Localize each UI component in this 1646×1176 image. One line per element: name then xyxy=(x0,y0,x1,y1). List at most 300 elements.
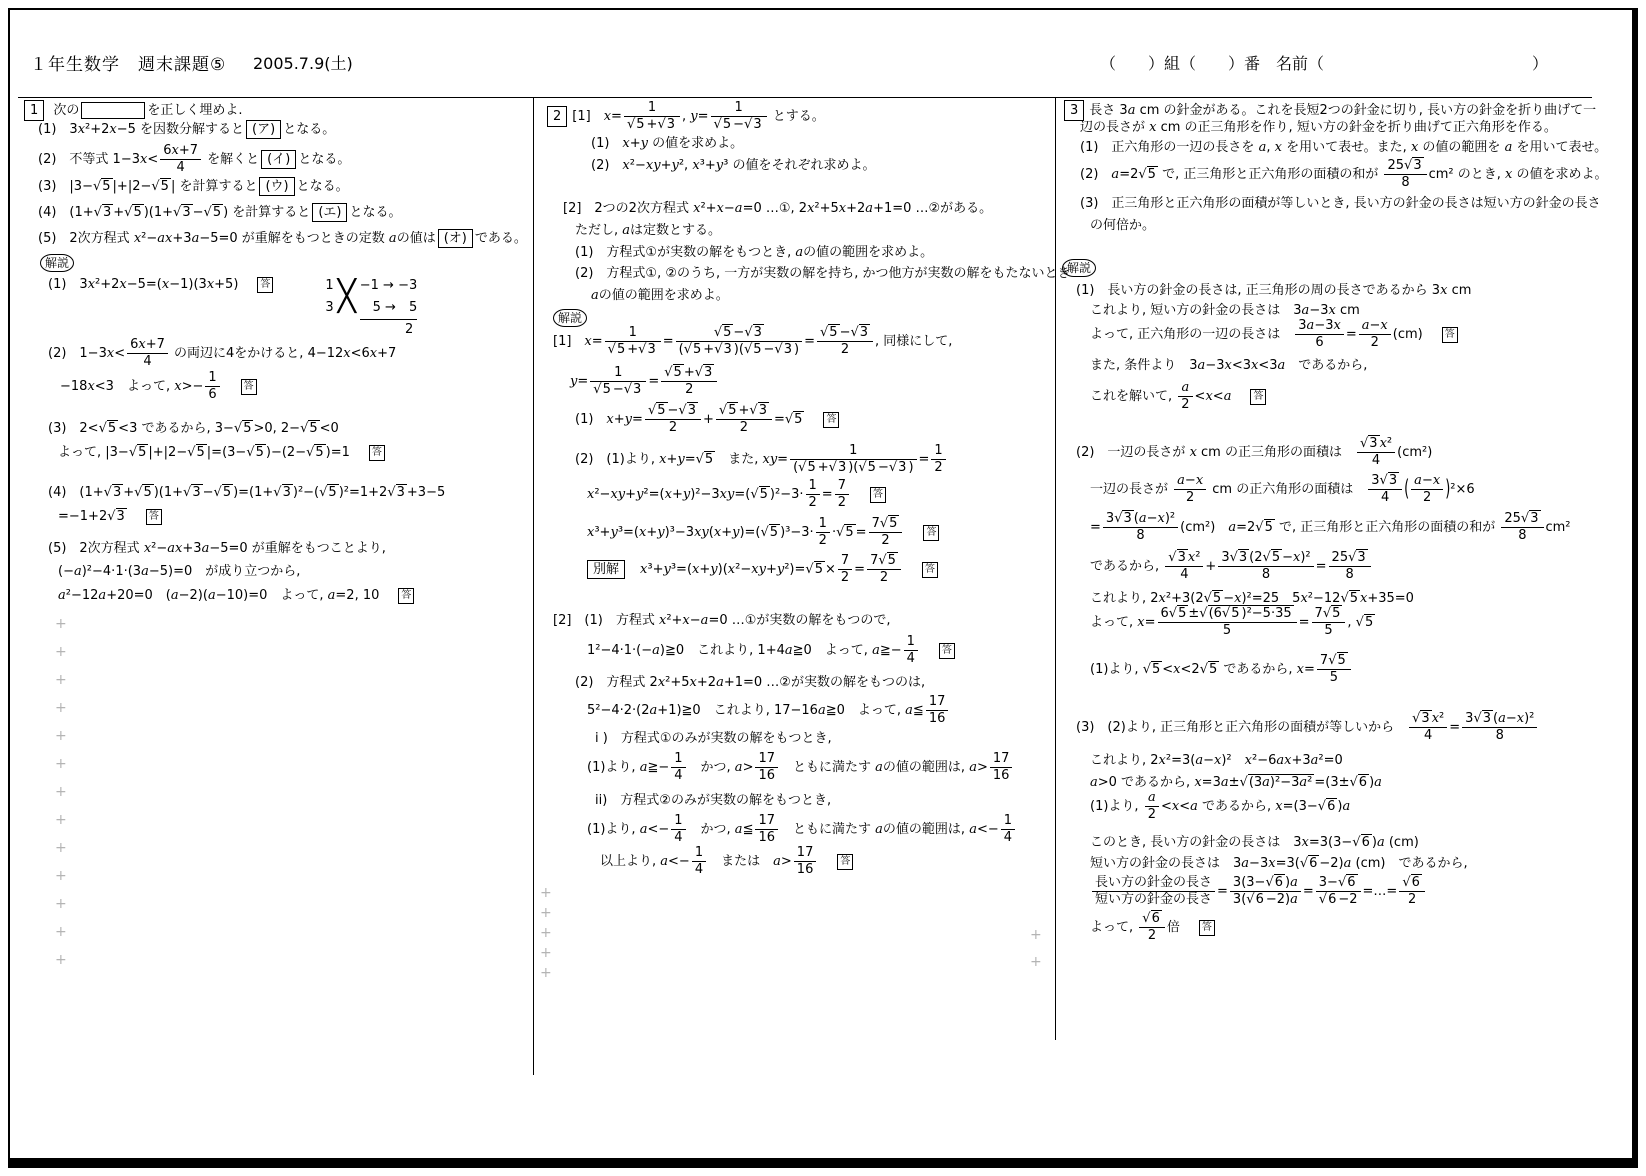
math-variable: a xyxy=(1498,711,1506,726)
square-root: √5 xyxy=(858,460,876,475)
math-variable: x xyxy=(1360,591,1368,606)
math-line: (2) 1−3x< $\frac{6x+7}{4}$ の両辺に4をかけると, 4−12x<6x+7 xyxy=(48,337,397,369)
math-line: (5) 2次方程式 x²−ax+3a−5=0 が重解をもつことより, xyxy=(48,541,386,556)
math-variable: a xyxy=(1374,775,1382,790)
math-line: (2) 不等式 1−3x< $\frac{6x+7}{4}$ を解くと (イ) となる。 xyxy=(38,143,351,175)
math-variable: x xyxy=(622,136,630,151)
math-line: (1)より, a<− $\frac{1}{4}$ かつ, a≦ $\frac{17}{16}$ ともに満たす aの値の範囲は, a<− $\frac{1}{4}$ xyxy=(587,813,1017,846)
square-root: √5 xyxy=(784,412,803,427)
math-variable: a xyxy=(1276,753,1285,768)
square-root: √3 xyxy=(1379,473,1398,488)
math-line: a²−12a+20=0 (a−2)(a−10)=0 よって, a=2, 10 答 xyxy=(58,586,414,605)
square-root: √5 xyxy=(1203,591,1222,606)
square-root: √5 xyxy=(1221,606,1240,621)
math-variable: y xyxy=(732,525,740,540)
square-root: √3 xyxy=(103,485,122,500)
fraction: $\frac{1}{√5 +√3}$ xyxy=(605,325,661,358)
cross-multiplication-diagram: 1 3 ╳ −1 → −3 5 → 5 2 xyxy=(325,275,417,340)
square-root: √5 xyxy=(300,421,318,436)
math-variable: a xyxy=(191,231,200,246)
fill-in-blank-box xyxy=(81,102,145,119)
square-root: √6 xyxy=(1265,875,1284,890)
math-variable: a xyxy=(1310,753,1319,768)
math-variable: x xyxy=(87,277,96,292)
math-line: [2] (1) 方程式 x²+x−a=0 …①が実数の解をもつので, xyxy=(553,613,891,628)
math-variable: a xyxy=(700,613,709,628)
square-root: √5 xyxy=(593,382,611,397)
math-variable: x xyxy=(1173,662,1181,677)
answer-blank-box: (エ) xyxy=(312,203,347,222)
plus-mark: + xyxy=(55,924,67,940)
square-root: √5 xyxy=(798,460,816,475)
answer-mark: 答 xyxy=(922,562,938,578)
square-root: √3 xyxy=(714,342,732,357)
square-root: √3 xyxy=(678,403,696,418)
square-root: √5 xyxy=(1142,662,1161,677)
math-variable: a xyxy=(1111,167,1120,182)
fraction: $\frac{1}{4}$ xyxy=(904,634,918,667)
math-variable: a xyxy=(167,541,176,556)
math-variable: x xyxy=(1274,140,1282,155)
square-root: √3 xyxy=(744,117,762,132)
math-variable: a xyxy=(875,822,883,837)
square-root: √5 xyxy=(233,421,252,436)
square-root: √5 xyxy=(743,342,762,357)
math-variable: a xyxy=(1504,140,1513,155)
math-variable: x xyxy=(119,277,127,292)
fraction: $\frac{\text{3√3 (a−x)²}}{8}$ xyxy=(1103,511,1178,544)
square-root: √5 xyxy=(92,179,111,194)
math-variable: x xyxy=(606,412,614,427)
math-variable: x xyxy=(1284,753,1292,768)
math-variable: a xyxy=(1090,775,1098,790)
math-variable: x xyxy=(1194,775,1202,790)
name-line: （ ）組（ ）番 名前（ ） xyxy=(1100,54,1549,73)
answer-mark: 答 xyxy=(1442,327,1458,343)
math-variable: a xyxy=(1241,856,1250,871)
square-root: √5 xyxy=(750,487,768,502)
math-variable: x xyxy=(587,525,595,540)
math-variable: a xyxy=(649,703,658,718)
fraction: $\frac{√6}{2}$ xyxy=(1399,875,1425,908)
math-variable: x xyxy=(161,277,170,292)
math-variable: x xyxy=(1328,303,1336,318)
big-paren: ( xyxy=(1404,476,1410,503)
square-root: √3 xyxy=(623,382,642,397)
square-root: √5 xyxy=(683,342,702,357)
square-root: √5 xyxy=(246,445,264,460)
math-variable: a xyxy=(1147,790,1156,805)
plus-mark: + xyxy=(540,945,552,961)
math-variable: a xyxy=(1306,318,1315,333)
math-variable: a xyxy=(1258,140,1267,155)
fraction: $\frac{√5 -√3}{2}$ xyxy=(817,325,873,358)
math-variable: x xyxy=(807,201,815,216)
kaisetsu-badge: 解説 xyxy=(40,254,74,272)
math-variable: a xyxy=(207,588,216,603)
answer-mark: 答 xyxy=(1199,920,1215,936)
square-root: √3 xyxy=(273,485,291,500)
math-line: (3) |3−√5 |+|2−√5 | を計算すると (ウ) となる。 xyxy=(38,179,349,194)
math-line: ii) 方程式②のみが実数の解をもつとき, xyxy=(595,793,832,808)
math-variable: x xyxy=(143,541,152,556)
math-variable: x xyxy=(77,122,86,137)
square-root: √3 xyxy=(1229,550,1248,565)
math-line: ただし, aは定数とする。 xyxy=(575,223,722,238)
math-line: (2) (1)より, x+y=√5 また, xy= $\frac{1}{(√5 +√3 )(√5 -√3 )}$ = $\frac{1}{2}$ xyxy=(575,443,948,476)
math-line: (1) 正六角形の一辺の長さを a, x を用いて表せ。また, x の値の範囲を a を用いて表せ。 xyxy=(1080,140,1608,155)
math-variable: x xyxy=(106,346,115,361)
math-variable: x xyxy=(1379,436,1387,451)
square-root: √(6√5 )²−5·35 xyxy=(1199,606,1292,621)
math-variable: x xyxy=(1380,318,1388,333)
fraction: $\frac{1}{4}$ xyxy=(671,751,685,784)
header-divider xyxy=(18,97,1592,98)
math-variable: x xyxy=(1432,473,1441,488)
answer-mark: 答 xyxy=(257,277,273,293)
square-root: √3 xyxy=(183,485,201,500)
math-variable: a xyxy=(969,760,977,775)
square-root: √3 xyxy=(1404,158,1422,173)
square-root: √3 xyxy=(774,342,792,357)
math-variable: y xyxy=(710,562,718,577)
fraction: $\frac{7√5}{2}$ xyxy=(869,516,903,549)
math-variable: y xyxy=(657,525,665,540)
square-root: √5 xyxy=(713,325,732,340)
square-root: √5 xyxy=(203,205,222,220)
square-root: √3 xyxy=(749,403,767,418)
plus-mark: + xyxy=(540,925,552,941)
square-root: √5 xyxy=(1138,167,1156,182)
plus-mark: + xyxy=(55,616,67,632)
answer-blank-box: (オ) xyxy=(438,229,473,248)
math-variable: x xyxy=(1157,511,1165,526)
square-root: √5 xyxy=(213,485,232,500)
square-root: √5 xyxy=(878,553,896,568)
fraction: $\frac{1}{2}$ xyxy=(806,478,820,511)
math-variable: a xyxy=(716,675,724,690)
math-variable: x xyxy=(1251,358,1259,373)
fraction: $\frac{1}{6}$ xyxy=(205,370,219,403)
plus-mark: + xyxy=(1030,927,1042,943)
math-line: よって, |3−√5 |+|2−√5 |=(3−√5 )−(2−√5 )=1 答 xyxy=(58,443,385,462)
square-root: √5 xyxy=(187,445,205,460)
math-variable: a xyxy=(58,588,66,603)
math-line: よって, x= $\frac{\text{6√5 ±√(6√5 )²−5·35}}{5}$ = $\frac{7√5}{5}$ , √5 xyxy=(1090,606,1374,638)
math-line: 3 長さ 3a cm の針金がある。これを長短2つの針金に切り, 長い方の針金を折り曲げて一 xyxy=(1062,100,1596,121)
square-root: √5 xyxy=(760,525,779,540)
math-line: (1) x+y の値を求めよ。 xyxy=(591,136,744,151)
math-line: (5) 2次方程式 x²−ax+3a−5=0 が重解をもつときの定数 aの値は (オ) である。 xyxy=(38,231,527,246)
math-line: −18x<3 よって, x>− $\frac{1}{6}$ 答 xyxy=(60,370,257,403)
math-variable: a xyxy=(170,588,179,603)
square-root: √5 xyxy=(1255,520,1273,535)
math-variable: a xyxy=(1414,473,1422,488)
plus-mark: + xyxy=(55,728,67,744)
plus-mark: + xyxy=(55,672,67,688)
math-variable: a xyxy=(1220,775,1229,790)
square-root: √3 xyxy=(638,342,656,357)
fraction: $\frac{3(3-√6 )a}{3(√6 -2)a}$ xyxy=(1230,875,1301,908)
math-variable: x xyxy=(689,675,697,690)
fraction: $\frac{a-x}{2}$ xyxy=(1411,473,1443,506)
math-line: これを解いて, $\frac{a}{2}$ <x<a 答 xyxy=(1090,380,1266,413)
math-line: よって, $\frac{√6}{2}$ 倍 答 xyxy=(1090,911,1215,944)
math-line: 別解 x³+y³=(x+y)(x²−xy+y²)=√5 × $\frac{7}{2}$ = $\frac{7√5}{2}$ 答 xyxy=(585,553,938,586)
plus-mark: + xyxy=(55,896,67,912)
math-variable: y xyxy=(663,562,671,577)
square-root: √5 xyxy=(1199,662,1218,677)
fraction: $\frac{3√3}{4}$ xyxy=(1368,473,1402,506)
column-divider-2 xyxy=(1055,97,1056,1040)
math-variable: a xyxy=(1277,358,1286,373)
square-root: √5 xyxy=(134,485,152,500)
square-root: √5 xyxy=(1340,591,1359,606)
math-variable: a xyxy=(1197,358,1206,373)
math-variable: a xyxy=(652,643,660,658)
square-root: √5 xyxy=(664,365,682,380)
math-variable: x xyxy=(751,562,759,577)
math-variable: a xyxy=(734,822,743,837)
math-variable: x xyxy=(640,562,648,577)
math-line: (2) a=2√5 で, 正三角形と正六角形の面積の和が $\frac{25√3}{8}$ cm² のとき, x の値を求めよ。 xyxy=(1080,158,1608,190)
math-variable: x xyxy=(1244,753,1252,768)
math-variable: a xyxy=(734,760,743,775)
math-variable: x xyxy=(1516,711,1525,726)
math-variable: x xyxy=(174,379,182,394)
math-line: 5²−4·2·(2a+1)≧0 これより, 17−16a≧0 よって, a≦ $\frac{17}{16}$ xyxy=(587,694,950,727)
fraction: $\frac{a-x}{2}$ xyxy=(1359,318,1391,351)
math-variable: x xyxy=(1158,753,1166,768)
square-root: √5 xyxy=(128,445,147,460)
answer-mark: 答 xyxy=(1250,389,1266,405)
square-root: √3 xyxy=(1412,711,1430,726)
fraction: $\frac{√5 +√3}{2}$ xyxy=(661,365,717,398)
math-variable: y xyxy=(727,487,735,502)
math-variable: x xyxy=(713,525,722,540)
math-variable: a xyxy=(1343,856,1352,871)
square-root: √5 xyxy=(306,445,324,460)
square-root: √6 xyxy=(1402,875,1420,890)
answer-blank-box: (ウ) xyxy=(259,177,294,196)
math-variable: x xyxy=(622,158,630,173)
math-variable: x xyxy=(109,122,117,137)
plus-mark: + xyxy=(540,965,552,981)
math-variable: x xyxy=(659,452,667,467)
math-variable: y xyxy=(671,158,679,173)
fraction: $\frac{7}{2}$ xyxy=(838,553,852,586)
math-variable: a xyxy=(1361,318,1370,333)
math-variable: y xyxy=(640,136,649,151)
math-variable: x xyxy=(369,346,378,361)
math-line: 1²−4·1·(−a)≧0 これより, 1+4a≧0 よって, a≧− $\frac{1}{4}$ 答 xyxy=(587,634,955,667)
square-root: √6 xyxy=(1246,892,1264,907)
math-variable: x xyxy=(716,201,724,216)
math-variable: x xyxy=(1300,591,1308,606)
math-variable: x xyxy=(682,613,690,628)
math-line: a>0 であるから, x=3a±√(3a)²−3a² =(3±√6 )a xyxy=(1090,775,1382,790)
problem-number-box: 3 xyxy=(1064,100,1084,121)
fraction: $\frac{17}{16}$ xyxy=(755,813,778,846)
square-root: √5 xyxy=(695,452,714,467)
fraction: $\frac{\text{6√5 ±√(6√5 )²−5·35}}{5}$ xyxy=(1158,606,1297,639)
fraction: $\frac{\text{3√3 (a−x)²}}{8}$ xyxy=(1462,711,1537,744)
square-root: √3 xyxy=(387,485,405,500)
square-root: √5 xyxy=(124,205,142,220)
math-variable: x xyxy=(1296,662,1305,677)
math-variable: a xyxy=(388,231,397,246)
square-root: √3 xyxy=(744,325,762,340)
square-root: √3 xyxy=(1359,436,1378,451)
answer-mark: 答 xyxy=(870,487,886,503)
math-variable: a xyxy=(1195,753,1204,768)
math-line: (1) 3x²+2x−5 を因数分解すると (ア) となる。 xyxy=(38,122,336,137)
math-variable: x xyxy=(175,541,183,556)
square-root: √5 xyxy=(647,403,666,418)
math-variable: x xyxy=(1187,550,1196,565)
math-variable: x xyxy=(610,487,618,502)
plus-mark: + xyxy=(55,784,67,800)
answer-mark: 答 xyxy=(369,445,385,461)
fraction: $\frac{7√5}{5}$ xyxy=(1312,606,1346,639)
square-root: √6 xyxy=(1318,892,1337,907)
math-line: 短い方の針金の長さは 3a−3x=3(√6 −2)a (cm) であるから, xyxy=(1090,856,1468,871)
math-variable: a xyxy=(591,288,599,303)
cross-icon: ╳ xyxy=(337,279,356,314)
square-root: √5 xyxy=(879,516,898,531)
math-variable: x xyxy=(1505,167,1513,182)
fraction: $\frac{1}{4}$ xyxy=(1001,813,1015,846)
fraction: $\frac{\text{√3 x²}}{4}$ xyxy=(1409,711,1447,744)
fraction: $\frac{7√5}{5}$ xyxy=(1317,653,1351,686)
math-line: (4) (1+√3 +√5 )(1+√3 −√5 ) を計算すると (エ) となる。 xyxy=(38,205,402,220)
math-variable: x xyxy=(838,201,847,216)
fraction: $\frac{6x+7}{4}$ xyxy=(160,143,201,176)
math-line: (1)より, √5 <x<2√5 であるから, x= $\frac{7√5}{5}$ xyxy=(1090,653,1353,686)
fraction: $\frac{a}{2}$ xyxy=(1145,790,1159,823)
math-variable: a xyxy=(865,201,874,216)
math-variable: a xyxy=(98,588,107,603)
math-variable: x xyxy=(1205,389,1213,404)
square-root: √5 xyxy=(819,325,838,340)
math-variable: x xyxy=(87,379,95,394)
math-variable: y xyxy=(690,109,698,124)
fraction: $\frac{√5 -√3}{(√5 +√3 )(√5 -√3 )}$ xyxy=(676,325,802,358)
math-variable: a xyxy=(327,588,336,603)
fraction: $\frac{\text{√3 x²}}{4}$ xyxy=(1357,436,1395,469)
math-variable: a xyxy=(1138,511,1147,526)
math-variable: a xyxy=(1223,389,1232,404)
math-variable: x xyxy=(1431,711,1440,726)
square-root: √3 xyxy=(1114,511,1132,526)
math-variable: y xyxy=(701,525,709,540)
math-variable: a xyxy=(73,564,82,579)
math-variable: y xyxy=(769,452,778,467)
math-variable: a xyxy=(1262,775,1270,790)
math-variable: y xyxy=(677,452,685,467)
math-variable: a xyxy=(784,643,793,658)
plus-mark: + xyxy=(55,868,67,884)
math-variable: x xyxy=(1440,283,1448,298)
math-variable: y xyxy=(610,525,618,540)
fraction: $\frac{1}{√5 -√3}$ xyxy=(590,365,646,398)
answer-blank-box: (イ) xyxy=(261,150,296,169)
fraction: $\frac{1}{√5 -√3}$ xyxy=(711,100,767,133)
math-line: (2) x²−xy+y², x³+y³ の値をそれぞれ求めよ。 xyxy=(591,158,876,173)
fraction: $\frac{1}{√5 +√3}$ xyxy=(624,100,680,133)
answer-mark: 答 xyxy=(923,525,939,541)
fraction: 長い方の針金の長さ 短い方の針金の長さ xyxy=(1092,875,1215,908)
fraction: $\frac{25√3}{8}$ xyxy=(1384,158,1426,191)
math-variable: x xyxy=(206,277,215,292)
square-root: √5 xyxy=(319,485,337,500)
fraction: $\frac{6x+7}{4}$ xyxy=(127,337,168,370)
fraction: $\frac{1}{2}$ xyxy=(816,516,830,549)
problem-number-box: 1 xyxy=(24,100,44,121)
kaisetsu-badge: 解説 xyxy=(1062,259,1096,277)
square-root: √6 xyxy=(1142,911,1160,926)
fraction: $\frac{17}{16}$ xyxy=(794,845,817,878)
math-variable: x xyxy=(133,231,142,246)
math-variable: a xyxy=(157,231,166,246)
math-variable: x xyxy=(584,334,592,349)
big-paren: ) xyxy=(1445,476,1451,503)
math-line: =−1+2√3 答 xyxy=(58,507,162,526)
math-variable: a xyxy=(1376,835,1385,850)
math-variable: x xyxy=(1189,445,1197,460)
math-variable: a xyxy=(622,223,631,238)
math-variable: a xyxy=(734,201,743,216)
math-line: 1 次の を正しく埋めよ. xyxy=(22,100,243,121)
fraction: $\frac{17}{16}$ xyxy=(990,751,1013,784)
square-root: √6 xyxy=(1317,799,1336,814)
worksheet-date: 2005.7.9(土) xyxy=(253,54,353,73)
math-variable: a xyxy=(639,760,648,775)
fraction: $\frac{17}{16}$ xyxy=(755,751,778,784)
fraction: $\frac{7√5}{2}$ xyxy=(867,553,901,586)
plus-mark: + xyxy=(55,840,67,856)
plus-mark: + xyxy=(540,885,552,901)
math-variable: x xyxy=(693,201,701,216)
math-variable: y xyxy=(617,487,626,502)
square-root: √3 xyxy=(850,325,869,340)
math-variable: y xyxy=(653,158,661,173)
square-root: √6 xyxy=(1352,835,1370,850)
square-root: √5 xyxy=(1355,615,1374,630)
square-root: √6 xyxy=(1299,856,1318,871)
math-line: = $\frac{\text{3√3 (a−x)²}}{8}$ (cm²) a=2√5 で, 正三角形と正六角形の面積の和が $\frac{25√3}{8}$ cm² xyxy=(1090,511,1571,543)
math-variable: x xyxy=(645,158,654,173)
plus-mark: + xyxy=(540,905,552,921)
math-line: 以上より, a<− $\frac{1}{4}$ または a> $\frac{17}{16}$ 答 xyxy=(600,845,853,878)
math-variable: a xyxy=(905,703,913,718)
fraction: $\frac{7}{2}$ xyxy=(835,478,849,511)
math-variable: x xyxy=(1158,591,1166,606)
square-root: √3 xyxy=(1473,711,1492,726)
math-line: x³+y³=(x+y)³−3xy(x+y)=(√5 )³−3· $\frac{1}{2}$ ·√5 = $\frac{7√5}{2}$ 答 xyxy=(587,516,939,549)
math-variable: x xyxy=(603,109,612,124)
math-variable: x xyxy=(138,337,146,352)
math-variable: y xyxy=(758,562,766,577)
math-variable: x xyxy=(658,613,667,628)
math-line: (1)より, a≧− $\frac{1}{4}$ かつ, a> $\frac{17}{16}$ ともに満たす aの値の範囲は, a> $\frac{17}{16}$ xyxy=(587,751,1014,784)
fraction: $\frac{25√3}{8}$ xyxy=(1501,511,1543,544)
math-variable: x xyxy=(719,487,728,502)
math-variable: a xyxy=(1290,892,1298,907)
math-line: (2) 方程式①, ②のうち, 一方が実数の解を持ち, かつ他方が実数の解をもたないとき xyxy=(575,266,1071,281)
square-root: √6 xyxy=(1337,875,1356,890)
square-root: √3 xyxy=(173,205,191,220)
